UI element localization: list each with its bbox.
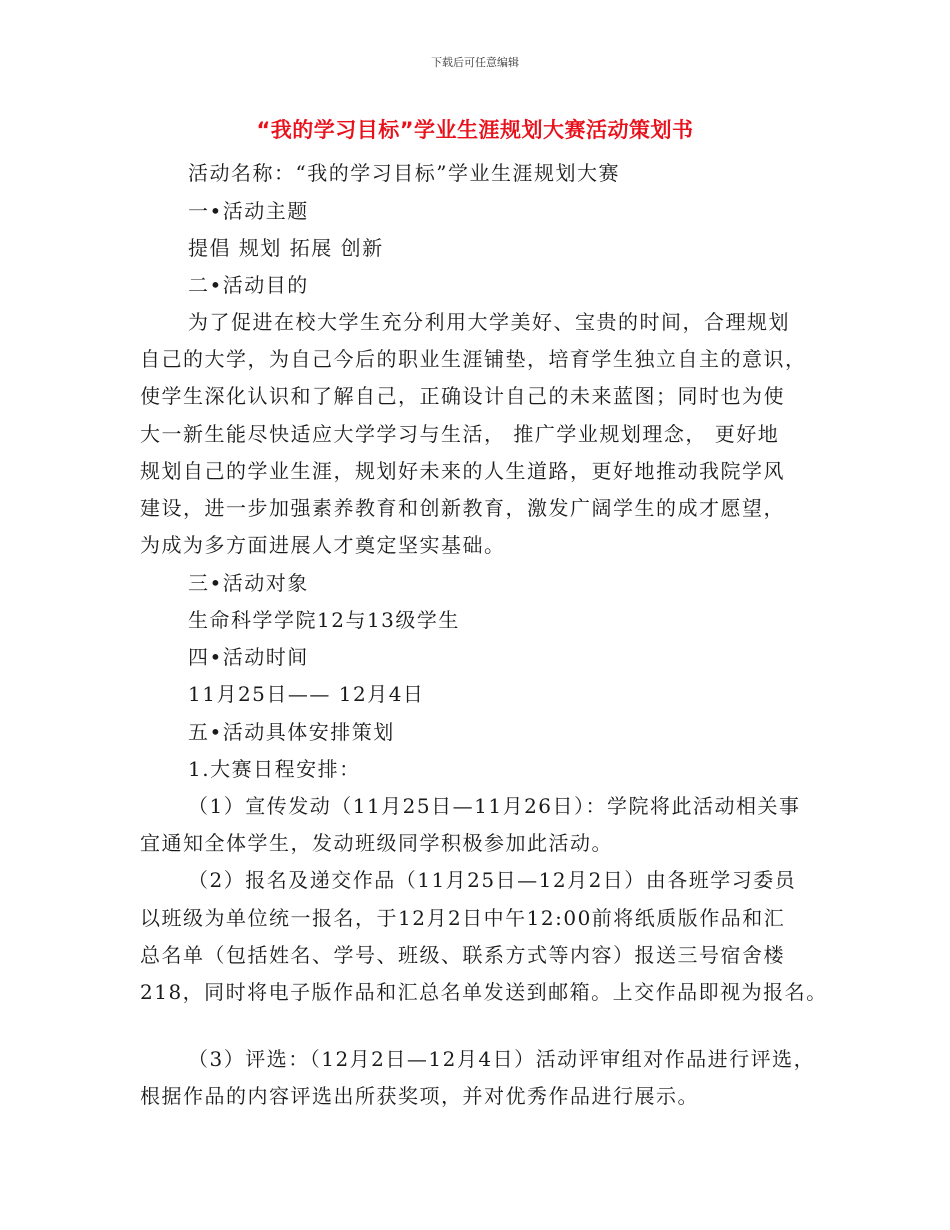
activity-name-line: 活动名称：“我的学习目标”学业生涯规划大赛 [188, 161, 620, 185]
theme-keywords: 提倡 规划 拓展 创新 [188, 236, 384, 260]
paragraph-line: 大一新生能尽快适应大学学习与生活， 推广学业规划理念， 更好地 [140, 422, 780, 446]
paragraph-line: 宜通知全体学生，发动班级同学积极参加此活动。 [140, 831, 613, 855]
section-heading-purpose: 二•活动目的 [188, 273, 309, 297]
header-note: 下载后可任意编辑 [431, 56, 519, 69]
paragraph-line: 根据作品的内容评选出所获奖项，并对优秀作品进行展示。 [140, 1084, 699, 1108]
section-heading-theme: 一•活动主题 [188, 199, 309, 223]
paragraph-line: 建设，进一步加强素养教育和创新教育，激发广阔学生的成才愿望， [140, 496, 785, 520]
target-audience: 生命科学学院12与13级学生 [188, 608, 460, 632]
section-heading-target: 三•活动对象 [188, 571, 309, 595]
section-heading-time: 四•活动时间 [188, 645, 309, 669]
paragraph-line: 为了促进在校大学生充分利用大学美好、宝贵的时间，合理规划 [188, 310, 790, 334]
paragraph-line: 规划自己的学业生涯，规划好未来的人生道路，更好地推动我院学风 [140, 459, 785, 483]
schedule-heading: 1.大赛日程安排： [188, 757, 361, 781]
paragraph-line: 总名单（包括姓名、学号、班级、联系方式等内容）报送三号宿舍楼 [140, 943, 785, 967]
paragraph-line: （1）宣传发动（11月25日—11月26日）：学院将此活动相关事 [188, 794, 801, 818]
paragraph-line: 以班级为单位统一报名，于12月2日中午12:00前将纸质版作品和汇 [140, 906, 786, 930]
document-title: “我的学习目标”学业生涯规划大赛活动策划书 [256, 118, 694, 142]
activity-dates: 11月25日—— 12月4日 [188, 682, 425, 706]
paragraph-line: （3）评选：（12月2日—12月4日）活动评审组对作品进行评选， [188, 1047, 816, 1071]
paragraph-line: 使学生深化认识和了解自己，正确设计自己的未来蓝图；同时也为使 [140, 384, 785, 408]
paragraph-line: 自己的大学，为自己今后的职业生涯铺垫，培育学生独立自主的意识， [140, 347, 807, 371]
paragraph-line: 218，同时将电子版作品和汇总名单发送到邮箱。上交作品即视为报名。 [140, 980, 828, 1004]
paragraph-line: 为成为多方面进展人才奠定坚实基础。 [140, 533, 506, 557]
section-heading-arrangement: 五•活动具体安排策划 [188, 720, 395, 744]
paragraph-line: （2）报名及递交作品（11月25日—12月2日）由各班学习委员 [188, 868, 797, 892]
